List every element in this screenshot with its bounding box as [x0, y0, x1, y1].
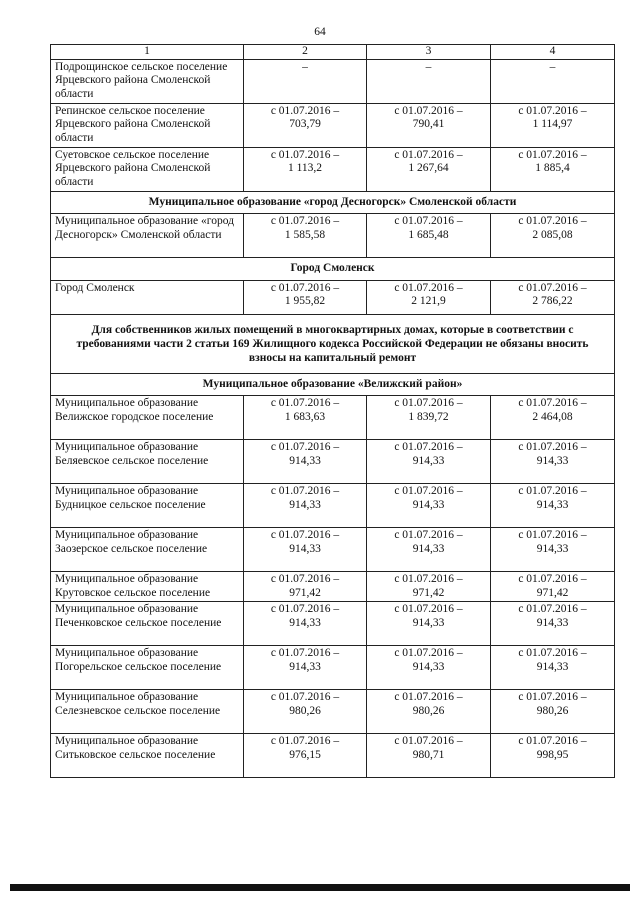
- tariff-cell: [491, 484, 615, 528]
- tariff-value: 971,42: [412, 586, 445, 599]
- effective-date-text: с 01.07.2016 –: [270, 647, 340, 659]
- section-heading-row: [51, 373, 615, 396]
- tariff-cell: [491, 572, 615, 602]
- tariff-value: 1 114,97: [532, 118, 573, 130]
- column-header: 3: [367, 45, 491, 60]
- tariff-value: 914,33: [536, 454, 569, 467]
- tariff-cell: [367, 103, 491, 147]
- column-header: 4: [491, 45, 615, 60]
- tariff-value: 980,71: [412, 748, 445, 761]
- effective-date-text: с 01.07.2016 –: [518, 104, 587, 117]
- tariff-value: 1 683,63: [284, 410, 326, 423]
- tariff-value: 914,33: [536, 616, 569, 629]
- tariff-cell: [367, 484, 491, 528]
- municipality-name-cell: Муниципальное образование Беляевское сельское поселение: [51, 440, 244, 484]
- effective-date-text: с 01.07.2016 –: [394, 529, 463, 541]
- page-number: 64: [314, 26, 326, 38]
- tariff-cell: [367, 528, 491, 572]
- effective-date-text: с 01.07.2016 –: [394, 215, 463, 227]
- tariff-cell: [367, 214, 491, 258]
- municipality-name-cell: Муниципальное образование Заозерское сельское поселение: [51, 528, 244, 572]
- municipality-name-cell: Муниципальное образование Велижское городское поселение: [51, 396, 244, 440]
- tariff-value: 2 085,08: [532, 228, 573, 241]
- tariff-cell: [491, 734, 615, 778]
- table-row: [51, 440, 615, 484]
- effective-date-text: с 01.07.2016 –: [270, 603, 340, 615]
- effective-date-text: с 01.07.2016 –: [518, 485, 587, 497]
- tariff-cell: [244, 690, 367, 734]
- effective-date-text: с 01.07.2016 –: [518, 281, 587, 294]
- tariff-cell: [491, 280, 615, 314]
- tariff-cell: [367, 572, 491, 602]
- tariff-cell: [491, 646, 615, 690]
- effective-date-text: с 01.07.2016 –: [518, 735, 587, 747]
- effective-date-text: с 01.07.2016 –: [394, 735, 463, 747]
- tariff-cell: [367, 440, 491, 484]
- municipality-name-cell: Муниципальное образование Ситьковское сельское поселение: [51, 734, 244, 778]
- tariff-cell: [244, 280, 367, 314]
- tariff-value: 1 839,72: [408, 410, 449, 423]
- tariff-cell: [367, 396, 491, 440]
- table-header-row: [51, 45, 615, 60]
- municipality-name-cell: Муниципальное образование Печенковское сельское поселение: [51, 602, 244, 646]
- table-row: [51, 103, 615, 147]
- tariff-cell: [491, 103, 615, 147]
- tariff-value: 980,26: [536, 704, 569, 717]
- table-row: [51, 734, 615, 778]
- effective-date-text: с 01.07.2016 –: [394, 485, 463, 497]
- tariff-value: 980,26: [289, 704, 321, 717]
- effective-date-text: с 01.07.2016 –: [270, 735, 340, 747]
- tariff-cell: [367, 59, 491, 103]
- effective-date-text: с 01.07.2016 –: [518, 573, 587, 585]
- tariff-value: 914,33: [289, 542, 321, 555]
- table-row: [51, 528, 615, 572]
- tariff-cell: [367, 690, 491, 734]
- table-row: [51, 59, 615, 103]
- tariff-cell: [244, 734, 367, 778]
- tariff-value: 1 113,2: [287, 162, 323, 174]
- effective-date-text: с 01.07.2016 –: [518, 691, 587, 703]
- section-title: Муниципальное образование «Велижский район»: [51, 373, 615, 396]
- municipality-name-cell: Репинское сельское поселение Ярцевского района Смоленской области: [51, 103, 244, 147]
- tariff-cell: [367, 280, 491, 314]
- tariff-cell: [244, 214, 367, 258]
- tariff-cell: [244, 147, 367, 191]
- tariff-table: [50, 44, 615, 778]
- tariff-value: 914,33: [412, 454, 445, 467]
- tariff-cell: [244, 440, 367, 484]
- tariff-value: –: [549, 60, 556, 73]
- tariff-value: –: [425, 60, 432, 73]
- tariff-cell: [244, 572, 367, 602]
- tariff-value: 2 121,9: [411, 295, 446, 307]
- tariff-cell: [244, 59, 367, 103]
- column-header: 1: [51, 45, 244, 60]
- tariff-value: 2 464,08: [532, 410, 573, 423]
- effective-date-text: с 01.07.2016 –: [270, 573, 340, 585]
- bottom-rule: [10, 884, 630, 891]
- tariff-value: 2 786,22: [532, 295, 573, 307]
- table-row: [51, 602, 615, 646]
- effective-date-text: с 01.07.2016 –: [394, 441, 463, 453]
- section-heading-row: [51, 191, 615, 214]
- effective-date-text: с 01.07.2016 –: [270, 281, 340, 294]
- tariff-value: 914,33: [536, 660, 569, 673]
- section-title: Муниципальное образование «город Десногорск» Смоленской области: [51, 191, 615, 214]
- effective-date-text: с 01.07.2016 –: [270, 104, 340, 117]
- tariff-value: 914,33: [412, 616, 445, 629]
- tariff-value: 914,33: [289, 454, 321, 467]
- tariff-cell: [491, 59, 615, 103]
- effective-date-text: с 01.07.2016 –: [270, 397, 340, 409]
- tariff-cell: [244, 528, 367, 572]
- tariff-value: 914,33: [412, 660, 445, 673]
- column-header: 2: [244, 45, 367, 60]
- tariff-value: 1 885,4: [535, 162, 570, 174]
- tariff-cell: [244, 396, 367, 440]
- tariff-value: 1 955,82: [284, 295, 326, 307]
- tariff-cell: [491, 528, 615, 572]
- table-row: [51, 214, 615, 258]
- tariff-cell: [367, 147, 491, 191]
- tariff-cell: [244, 484, 367, 528]
- effective-date-text: с 01.07.2016 –: [394, 603, 463, 615]
- tariff-value: 703,79: [289, 118, 321, 130]
- municipality-name-cell: Муниципальное образование Крутовское сельское поселение: [51, 572, 244, 602]
- tariff-cell: [367, 602, 491, 646]
- effective-date-text: с 01.07.2016 –: [518, 148, 587, 161]
- municipality-name-cell: Муниципальное образование Селезневское сельское поселение: [51, 690, 244, 734]
- municipality-name-cell: Муниципальное образование Будницкое сельское поселение: [51, 484, 244, 528]
- tariff-cell: [367, 646, 491, 690]
- effective-date-text: с 01.07.2016 –: [518, 529, 587, 541]
- municipality-name-cell: Подрощинское сельское поселение Ярцевского района Смоленской области: [51, 59, 244, 103]
- tariff-cell: [491, 147, 615, 191]
- tariff-value: 914,33: [536, 498, 569, 511]
- municipality-name-cell: Город Смоленск: [51, 280, 244, 314]
- effective-date-text: с 01.07.2016 –: [394, 397, 463, 409]
- tariff-cell: [491, 690, 615, 734]
- tariff-cell: [491, 214, 615, 258]
- tariff-value: 914,33: [412, 542, 445, 555]
- tariff-value: 971,42: [536, 586, 569, 599]
- tariff-cell: [244, 103, 367, 147]
- effective-date-text: с 01.07.2016 –: [394, 647, 463, 659]
- tariff-cell: [244, 646, 367, 690]
- municipality-name-cell: Суетовское сельское поселение Ярцевского района Смоленской области: [51, 147, 244, 191]
- tariff-value: 976,15: [289, 748, 321, 761]
- effective-date-text: с 01.07.2016 –: [270, 148, 340, 161]
- municipality-name-cell: Муниципальное образование «город Десногорск» Смоленской области: [51, 214, 244, 258]
- tariff-value: 1 585,58: [284, 228, 326, 241]
- effective-date-text: с 01.07.2016 –: [518, 603, 587, 615]
- tariff-value: 914,33: [536, 542, 569, 555]
- table-row: [51, 147, 615, 191]
- tariff-value: 1 267,64: [408, 162, 449, 174]
- tariff-value: 1 685,48: [408, 228, 449, 241]
- tariff-value: –: [302, 60, 308, 73]
- tariff-cell: [244, 602, 367, 646]
- effective-date-text: с 01.07.2016 –: [270, 485, 340, 497]
- table-row: [51, 484, 615, 528]
- tariff-value: 980,26: [412, 704, 445, 717]
- table-row: [51, 572, 615, 602]
- section-title: Город Смоленск: [51, 258, 615, 281]
- tariff-cell: [491, 602, 615, 646]
- table-row: [51, 646, 615, 690]
- effective-date-text: с 01.07.2016 –: [270, 215, 340, 227]
- tariff-value: 971,42: [289, 586, 321, 599]
- municipality-name-cell: Муниципальное образование Погорельское сельское поселение: [51, 646, 244, 690]
- section-title: Для собственников жилых помещений в многоквартирных домах, которые в соответствии с требованиями части 2 статьи 169 Жилищного кодекса Российской Федерации не обязаны вносить взносы на капитальный ремонт: [51, 314, 615, 373]
- effective-date-text: с 01.07.2016 –: [518, 647, 587, 659]
- effective-date-text: с 01.07.2016 –: [270, 691, 340, 703]
- table-row: [51, 280, 615, 314]
- effective-date-text: с 01.07.2016 –: [394, 691, 463, 703]
- effective-date-text: с 01.07.2016 –: [394, 281, 463, 294]
- tariff-value: 914,33: [289, 660, 321, 673]
- tariff-cell: [491, 396, 615, 440]
- tariff-value: 914,33: [289, 498, 321, 511]
- tariff-value: 914,33: [289, 616, 321, 629]
- tariff-value: 998,95: [536, 748, 569, 761]
- effective-date-text: с 01.07.2016 –: [394, 104, 463, 117]
- section-heading-row: [51, 258, 615, 281]
- category-heading-row: [51, 314, 615, 373]
- tariff-cell: [367, 734, 491, 778]
- effective-date-text: с 01.07.2016 –: [518, 441, 587, 453]
- effective-date-text: с 01.07.2016 –: [270, 529, 340, 541]
- table-row: [51, 690, 615, 734]
- effective-date-text: с 01.07.2016 –: [518, 215, 587, 227]
- effective-date-text: с 01.07.2016 –: [394, 148, 463, 161]
- tariff-value: 914,33: [412, 498, 445, 511]
- effective-date-text: с 01.07.2016 –: [518, 397, 587, 409]
- effective-date-text: с 01.07.2016 –: [394, 573, 463, 585]
- tariff-cell: [491, 440, 615, 484]
- table-row: [51, 396, 615, 440]
- effective-date-text: с 01.07.2016 –: [270, 441, 340, 453]
- tariff-value: 790,41: [412, 118, 445, 130]
